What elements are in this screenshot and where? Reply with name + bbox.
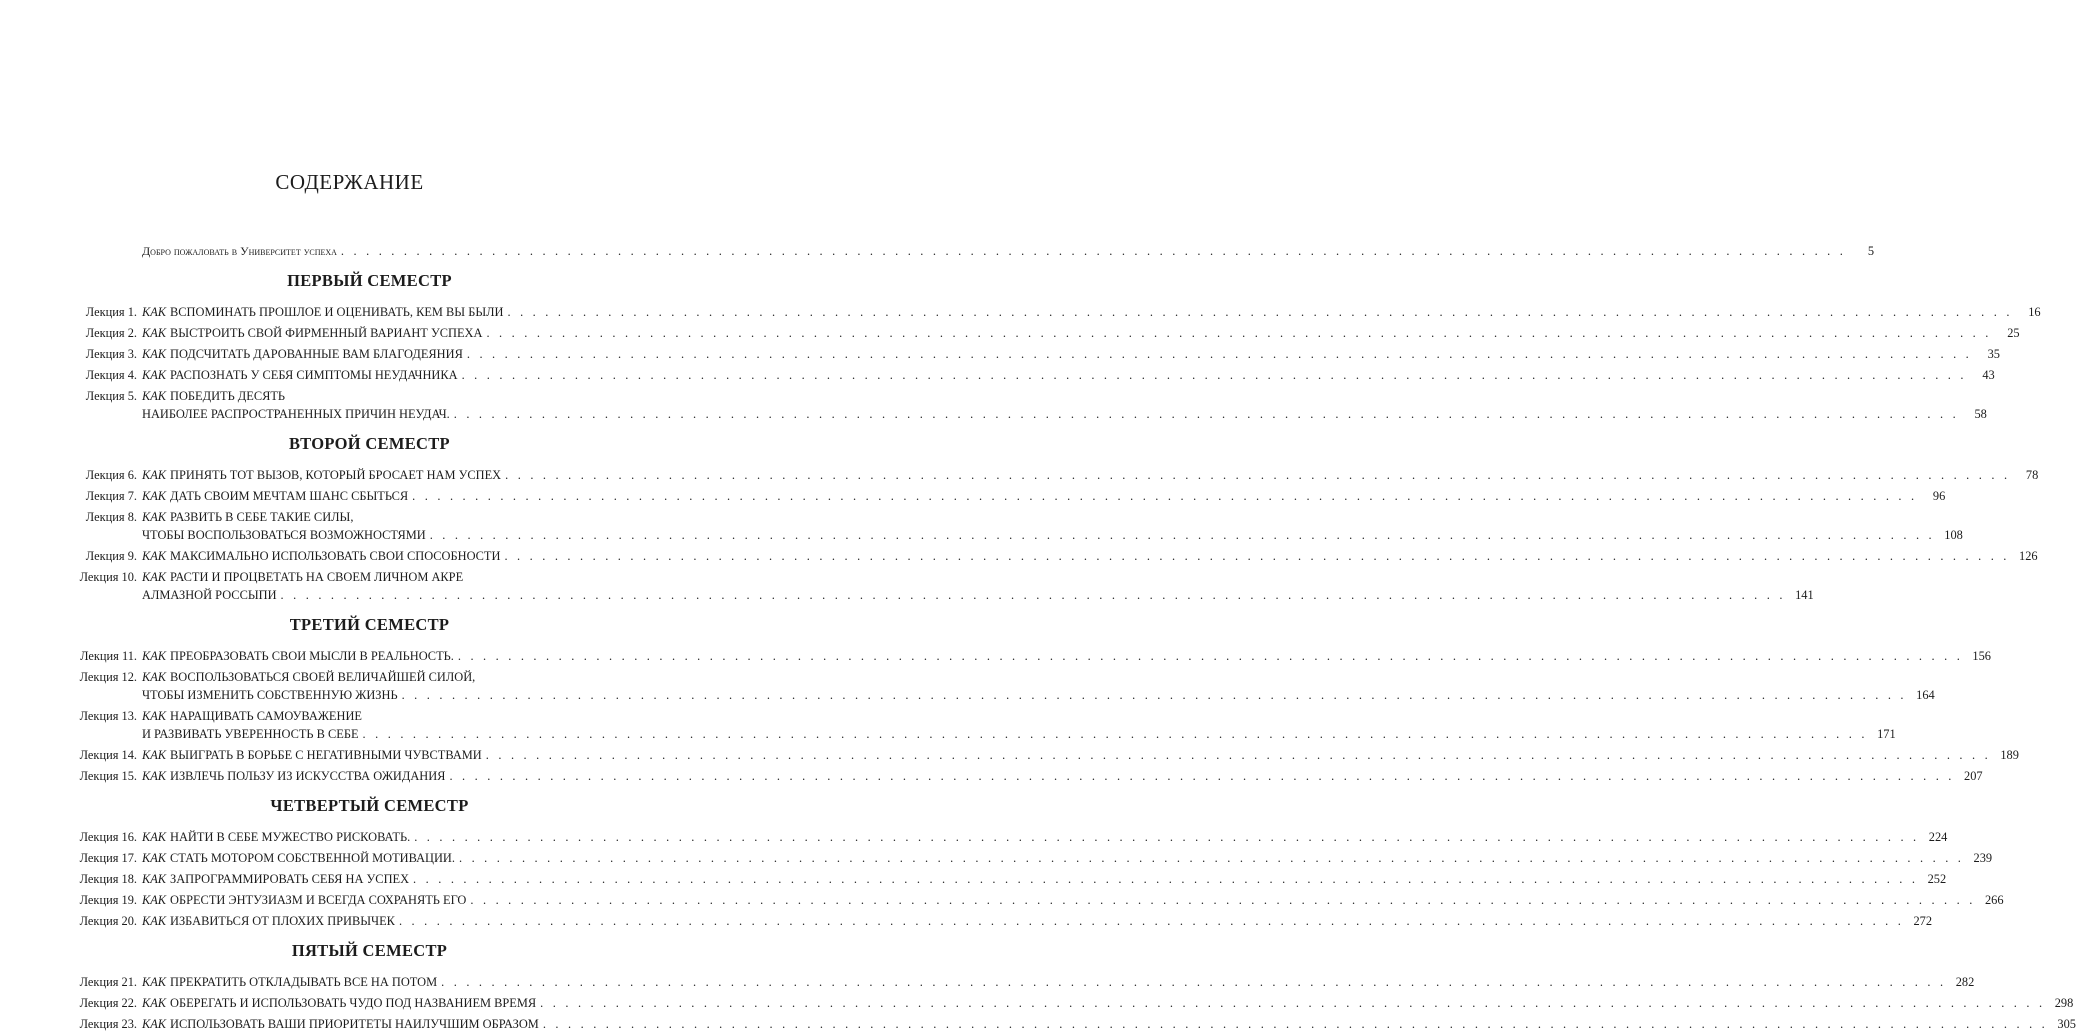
entry-kak: КАК: [142, 892, 167, 907]
entry-title: ПОБЕДИТЬ ДЕСЯТЬ: [170, 388, 286, 403]
entry-kak: КАК: [142, 871, 167, 886]
entry-line: [142, 345, 2000, 363]
page-number: 305: [2057, 1016, 2076, 1031]
entry-body: [142, 487, 1946, 505]
entry-line: [142, 647, 1991, 665]
toc-entry[interactable]: [0, 744, 2019, 765]
entry-label: Лекция 23.: [79, 1016, 137, 1031]
entry-line: [142, 870, 1947, 888]
entry-line: [142, 686, 1935, 704]
dot-leader: . . . . . . . . . . . . . . . . . . . . . . . . . . . . . . . . . . . . . . . . . . . . . . . . . . . . . . . . . . . . . . . . . . . . . . . . . . . . . . . . . . . . . . . . . . . . . . . . . . . . . . . . . . . . . . . . . . . . . . . .: [449, 768, 1955, 783]
entry-title: ВЫИГРАТЬ В БОРЬБЕ С НЕГАТИВНЫМИ ЧУВСТВАМИ: [170, 747, 482, 762]
entry-kak: КАК: [142, 367, 167, 382]
entry-body: [142, 508, 1963, 544]
entry-body: [142, 746, 2019, 764]
page-number: 266: [1984, 892, 2004, 907]
page-number: 16: [2028, 304, 2041, 319]
entry-title: Добро пожаловать в Университет успеха: [142, 243, 337, 258]
entry-title: ИСПОЛЬЗОВАТЬ ВАШИ ПРИОРИТЕТЫ НАИЛУЧШИМ ОБРАЗОМ: [170, 1016, 539, 1031]
page-number: 189: [2000, 747, 2019, 762]
entry-line: [142, 746, 2019, 764]
toc-entry[interactable]: [0, 385, 1987, 424]
entry-line: [142, 466, 2039, 484]
entry-label: Лекция 9.: [85, 548, 137, 563]
page-number: 43: [1982, 367, 1995, 382]
entry-line: [142, 387, 601, 405]
entry-body: [142, 1015, 2076, 1033]
entry-title: ОБРЕСТИ ЭНТУЗИАЗМ И ВСЕГДА СОХРАНЯТЬ ЕГО: [170, 892, 467, 907]
toc-entry[interactable]: [0, 992, 2074, 1013]
entry-line: [142, 405, 1987, 423]
entry-title: МАКСИМАЛЬНО ИСПОЛЬЗОВАТЬ СВОИ СПОСОБНОСТИ: [170, 548, 501, 563]
entry-title: ЧТОБЫ ВОСПОЛЬЗОВАТЬСЯ ВОЗМОЖНОСТЯМИ: [142, 527, 426, 542]
entry-kak: КАК: [142, 509, 167, 524]
entry-label: Лекция 4.: [85, 367, 137, 382]
entry-line: [142, 324, 2020, 342]
dot-leader: . . . . . . . . . . . . . . . . . . . . . . . . . . . . . . . . . . . . . . . . . . . . . . . . . . . . . . . . . . . . . . . . . . . . . . . . . . . . . . . . . . . . . . . . . . . . . . . . . . . . . . . . . . . . . . . . . . . . . . . .: [505, 467, 2011, 482]
page-title: СОДЕРЖАНИЕ: [275, 170, 424, 194]
dot-leader: . . . . . . . . . . . . . . . . . . . . . . . . . . . . . . . . . . . . . . . . . . . . . . . . . . . . . . . . . . . . . . . . . . . . . . . . . . . . . . . . . . . . . . . . . . . . . . . . . . . . . . . . . . . . . . . . . . . . . . . .: [466, 346, 1972, 361]
toc-entry[interactable]: [0, 364, 1995, 385]
entry-title: ПРЕОБРАЗОВАТЬ СВОИ МЫСЛИ В РЕАЛЬНОСТЬ.: [170, 648, 454, 663]
entry-kak: КАК: [142, 304, 167, 319]
toc-entry[interactable]: [0, 301, 2041, 322]
dot-leader: . . . . . . . . . . . . . . . . . . . . . . . . . . . . . . . . . . . . . . . . . . . . . . . . . . . . . . . . . . . . . . . . . . . . . . . . . . . . . . . . . . . . . . . . . . . . . . . . . . . . . . . . . . . . . . . . . . . . . . . .: [461, 367, 1967, 382]
page-number: 35: [1987, 346, 2000, 361]
entry-title: ВОСПОЛЬЗОВАТЬСЯ СВОЕЙ ВЕЛИЧАЙШЕЙ СИЛОЙ,: [170, 669, 476, 684]
entry-line: [142, 767, 1983, 785]
dot-leader: . . . . . . . . . . . . . . . . . . . . . . . . . . . . . . . . . . . . . . . . . . . . . . . . . . . . . . . . . . . . . . . . . . . . . . . . . . . . . . . . . . . . . . . . . . . . . . . . . . . . . . . . . . . . . . . . . . . . . . . .: [542, 1016, 2048, 1031]
semester-heading: ТРЕТИЙ СЕМЕСТР: [289, 615, 450, 634]
entry-line: [142, 973, 1975, 991]
entry-kak: КАК: [142, 768, 167, 783]
entry-kak: КАК: [142, 488, 167, 503]
toc-entry-welcome[interactable]: [0, 240, 1875, 261]
entry-kak: КАК: [142, 346, 167, 361]
entry-kak: КАК: [142, 913, 167, 928]
entry-title: СТАТЬ МОТОРОМ СОБСТВЕННОЙ МОТИВАЦИИ.: [170, 850, 455, 865]
entry-label: Лекция 19.: [79, 892, 137, 907]
dot-leader: . . . . . . . . . . . . . . . . . . . . . . . . . . . . . . . . . . . . . . . . . . . . . . . . . . . . . . . . . . . . . . . . . . . . . . . . . . . . . . . . . . . . . . . . . . . . . . . . . . . . . . . . . . . . . . . . . . . . . . . .: [362, 726, 1868, 741]
page-number: 141: [1795, 587, 1814, 602]
toc-entry[interactable]: [0, 666, 1935, 705]
dot-leader: . . . . . . . . . . . . . . . . . . . . . . . . . . . . . . . . . . . . . . . . . . . . . . . . . . . . . . . . . . . . . . . . . . . . . . . . . . . . . . . . . . . . . . . . . . . . . . . . . . . . . . . . . . . . . . . . . . . . . . . .: [504, 548, 2010, 563]
entry-label: Лекция 13.: [79, 708, 137, 723]
entry-title: ВЫСТРОИТЬ СВОЙ ФИРМЕННЫЙ ВАРИАНТ УСПЕХА: [170, 325, 483, 340]
entry-label: Лекция 22.: [79, 995, 137, 1010]
entry-line: [142, 1015, 2076, 1033]
entry-body: [142, 767, 1983, 785]
entry-label: Лекция 7.: [85, 488, 137, 503]
toc-entry[interactable]: [0, 545, 2038, 566]
page-number: 126: [2019, 548, 2038, 563]
entry-label: Лекция 11.: [80, 648, 137, 663]
entry-line: [142, 668, 601, 686]
entry-label: [0, 242, 142, 260]
entry-body: [142, 324, 2020, 342]
entry-label: Лекция 12.: [79, 669, 137, 684]
toc-entry[interactable]: [0, 826, 1948, 847]
entry-body: [142, 828, 1948, 846]
dot-leader: . . . . . . . . . . . . . . . . . . . . . . . . . . . . . . . . . . . . . . . . . . . . . . . . . . . . . . . . . . . . . . . . . . . . . . . . . . . . . . . . . . . . . . . . . . . . . . . . . . . . . . . . . . . . . . . . . . . . . . . .: [453, 406, 1959, 421]
entry-title: ПРИНЯТЬ ТОТ ВЫЗОВ, КОТОРЫЙ БРОСАЕТ НАМ УСПЕХ: [170, 467, 502, 482]
entry-line: [142, 994, 2074, 1012]
entry-body: [142, 668, 1935, 704]
entry-title: ЧТОБЫ ИЗМЕНИТЬ СОБСТВЕННУЮ ЖИЗНЬ: [142, 687, 398, 702]
entry-label: Лекция 18.: [79, 871, 137, 886]
entry-body: [142, 466, 2039, 484]
dot-leader: . . . . . . . . . . . . . . . . . . . . . . . . . . . . . . . . . . . . . . . . . . . . . . . . . . . . . . . . . . . . . . . . . . . . . . . . . . . . . . . . . . . . . . . . . . . . . . . . . . . . . . . . . . . . . . . . . . . . . . . .: [401, 687, 1907, 702]
entry-label: Лекция 16.: [79, 829, 137, 844]
entry-kak: КАК: [142, 829, 167, 844]
toc-entry[interactable]: [0, 343, 2000, 364]
entry-body: [142, 345, 2000, 363]
entry-kak: КАК: [142, 995, 167, 1010]
entry-kak: КАК: [142, 850, 167, 865]
dot-leader: . . . . . . . . . . . . . . . . . . . . . . . . . . . . . . . . . . . . . . . . . . . . . . . . . . . . . . . . . . . . . . . . . . . . . . . . . . . . . . . . . . . . . . . . . . . . . . . . . . . . . . . . . . . . . . . . . . . . . . . .: [429, 527, 1935, 542]
dot-leader: . . . . . . . . . . . . . . . . . . . . . . . . . . . . . . . . . . . . . . . . . . . . . . . . . . . . . . . . . . . . . . . . . . . . . . . . . . . . . . . . . . . . . . . . . . . . . . . . . . . . . . . . . . . . . . . . . . . . . . . .: [441, 974, 1947, 989]
entry-title: ИЗВЛЕЧЬ ПОЛЬЗУ ИЗ ИСКУССТВА ОЖИДАНИЯ: [170, 768, 446, 783]
entry-title: ВСПОМИНАТЬ ПРОШЛОЕ И ОЦЕНИВАТЬ, КЕМ ВЫ БЫЛИ: [170, 304, 504, 319]
page-number: 5: [1867, 243, 1875, 258]
dot-leader: . . . . . . . . . . . . . . . . . . . . . . . . . . . . . . . . . . . . . . . . . . . . . . . . . . . . . . . . . . . . . . . . . . . . . . . . . . . . . . . . . . . . . . . . . . . . . . . . . . . . . . . . . . . . . . . . . . . . . . . .: [507, 304, 2013, 319]
entry-line: [142, 547, 2038, 565]
toc-entry[interactable]: [0, 464, 2039, 485]
dot-leader: . . . . . . . . . . . . . . . . . . . . . . . . . . . . . . . . . . . . . . . . . . . . . . . . . . . . . . . . . . . . . . . . . . . . . . . . . . . . . . . . . . . . . . . . . . . . . . . . . . . . . . . . . . . . . . . . . . . . . . . .: [540, 995, 2046, 1010]
page-number: 78: [2025, 467, 2039, 482]
entry-title: РАЗВИТЬ В СЕБЕ ТАКИЕ СИЛЫ,: [170, 509, 354, 524]
entry-line: [142, 526, 1963, 544]
dot-leader: . . . . . . . . . . . . . . . . . . . . . . . . . . . . . . . . . . . . . . . . . . . . . . . . . . . . . . . . . . . . . . . . . . . . . . . . . . . . . . . . . . . . . . . . . . . . . . . . . . . . . . . . . . . . . . . . . . . . . . . .: [470, 892, 1976, 907]
entry-title: ПОДСЧИТАТЬ ДАРОВАННЫЕ ВАМ БЛАГОДЕЯНИЯ: [170, 346, 463, 361]
page-number: 171: [1877, 726, 1896, 741]
entry-body: [142, 547, 2038, 565]
entry-kak: КАК: [142, 1016, 167, 1031]
entry-label: Лекция 1.: [85, 304, 137, 319]
entry-label: Лекция 17.: [79, 850, 137, 865]
toc-entry[interactable]: [0, 645, 1991, 666]
dot-leader: . . . . . . . . . . . . . . . . . . . . . . . . . . . . . . . . . . . . . . . . . . . . . . . . . . . . . . . . . . . . . . . . . . . . . . . . . . . . . . . . . . . . . . . . . . . . . . . . . . . . . . . . . . . . . . . . . . . . . . . .: [485, 747, 1991, 762]
entry-body: [142, 891, 2004, 909]
entry-kak: КАК: [142, 569, 167, 584]
table-of-contents: [0, 240, 2076, 1034]
entry-body: [142, 303, 2041, 321]
toc-entry[interactable]: [0, 971, 1975, 992]
entry-label: Лекция 10.: [79, 569, 137, 584]
entry-kak: КАК: [142, 669, 167, 684]
entry-kak: КАК: [142, 388, 167, 403]
entry-line: [142, 366, 1995, 384]
toc-entry[interactable]: [0, 889, 2004, 910]
page-number: 298: [2054, 995, 2074, 1010]
entry-body: [142, 707, 1896, 743]
entry-kak: КАК: [142, 708, 167, 723]
entry-title: И РАЗВИВАТЬ УВЕРЕННОСТЬ В СЕБЕ: [142, 726, 359, 741]
entry-title: РАСПОЗНАТЬ У СЕБЯ СИМПТОМЫ НЕУДАЧНИКА: [170, 367, 458, 382]
entry-kak: КАК: [142, 974, 167, 989]
entry-title: РАСТИ И ПРОЦВЕТАТЬ НА СВОЕМ ЛИЧНОМ АКРЕ: [170, 569, 464, 584]
entry-line: [142, 849, 1993, 867]
dot-leader: . . . . . . . . . . . . . . . . . . . . . . . . . . . . . . . . . . . . . . . . . . . . . . . . . . . . . . . . . . . . . . . . . . . . . . . . . . . . . . . . . . . . . . . . . . . . . . . . . . . . . . . . . . . . . . . . . . . . . . . .: [398, 913, 1905, 928]
entry-line: [142, 303, 2041, 321]
entry-label: Лекция 21.: [79, 974, 137, 989]
toc-entry[interactable]: [0, 705, 1896, 744]
toc-entry[interactable]: [0, 847, 1993, 868]
entry-kak: КАК: [142, 325, 167, 340]
entry-label: Лекция 8.: [85, 509, 137, 524]
entry-label: Лекция 14.: [79, 747, 137, 762]
dot-leader: . . . . . . . . . . . . . . . . . . . . . . . . . . . . . . . . . . . . . . . . . . . . . . . . . . . . . . . . . . . . . . . . . . . . . . . . . . . . . . . . . . . . . . . . . . . . . . . . . . . . . . . . . . . . . . . . . . . . . . . .: [412, 488, 1918, 503]
semester-heading: ПЕРВЫЙ СЕМЕСТР: [287, 271, 452, 290]
entry-kak: КАК: [142, 648, 167, 663]
page-number: 156: [1972, 648, 1991, 663]
entry-kak: КАК: [142, 548, 167, 563]
entry-title: НАИБОЛЕЕ РАСПРОСТРАНЕННЫХ ПРИЧИН НЕУДАЧ.: [142, 406, 450, 421]
entry-title: ЗАПРОГРАММИРОВАТЬ СЕБЯ НА УСПЕХ: [170, 871, 410, 886]
entry-body: [142, 912, 1933, 930]
page-number: 164: [1916, 687, 1935, 702]
entry-body: [142, 568, 1814, 604]
entry-label: Лекция 15.: [79, 768, 137, 783]
toc-entry[interactable]: [0, 566, 1814, 605]
entry-title: ДАТЬ СВОИМ МЕЧТАМ ШАНС СБЫТЬСЯ: [170, 488, 409, 503]
dot-leader: . . . . . . . . . . . . . . . . . . . . . . . . . . . . . . . . . . . . . . . . . . . . . . . . . . . . . . . . . . . . . . . . . . . . . . . . . . . . . . . . . . . . . . . . . . . . . . . . . . . . . . . . . . . . . . . . . . . . . . . .: [413, 871, 1919, 886]
entry-label: Лекция 3.: [85, 346, 137, 361]
toc-entry[interactable]: [0, 910, 1933, 931]
page-number: 252: [1927, 871, 1947, 886]
entry-line: [142, 828, 1948, 846]
page-number: 224: [1928, 829, 1948, 844]
page-number: 207: [1964, 768, 1983, 783]
entry-kak: КАК: [142, 467, 167, 482]
entry-line: [142, 508, 601, 526]
toc-entry[interactable]: [0, 506, 1963, 545]
page-number: 25: [2007, 325, 2020, 340]
entry-title: ИЗБАВИТЬСЯ ОТ ПЛОХИХ ПРИВЫЧЕК: [170, 913, 395, 928]
entry-body: [142, 647, 1991, 665]
entry-label: Лекция 6.: [85, 467, 137, 482]
page-number: 239: [1973, 850, 1993, 865]
entry-body: [142, 849, 1993, 867]
entry-title: ОБЕРЕГАТЬ И ИСПОЛЬЗОВАТЬ ЧУДО ПОД НАЗВАНИЕМ ВРЕМЯ: [170, 995, 537, 1010]
entry-line: [142, 725, 1896, 743]
page-number: 282: [1955, 974, 1975, 989]
page-number: 272: [1913, 913, 1933, 928]
page-number: 96: [1932, 488, 1946, 503]
entry-line: [142, 586, 1814, 604]
semester-heading: ВТОРОЙ СЕМЕСТР: [289, 434, 450, 453]
entry-title: ПРЕКРАТИТЬ ОТКЛАДЫВАТЬ ВСЕ НА ПОТОМ: [170, 974, 438, 989]
dot-leader: . . . . . . . . . . . . . . . . . . . . . . . . . . . . . . . . . . . . . . . . . . . . . . . . . . . . . . . . . . . . . . . . . . . . . . . . . . . . . . . . . . . . . . . . . . . . . . . . . . . . . . . . . . . . . . . . . . . . . . . .: [457, 648, 1963, 663]
entry-label: Лекция 2.: [85, 325, 137, 340]
entry-label: Лекция 20.: [79, 913, 137, 928]
entry-body: [142, 387, 1987, 423]
dot-leader: . . . . . . . . . . . . . . . . . . . . . . . . . . . . . . . . . . . . . . . . . . . . . . . . . . . . . . . . . . . . . . . . . . . . . . . . . . . . . . . . . . . . . . . . . . . . . . . . . . . . . . . . . . . . . . . . . . . . . . . .: [458, 850, 1965, 865]
toc-entry[interactable]: [0, 322, 2020, 343]
entry-kak: КАК: [142, 747, 167, 762]
toc-entry[interactable]: [0, 1013, 2076, 1034]
entry-line: [142, 568, 601, 586]
entry-line: [142, 912, 1933, 930]
toc-entry[interactable]: [0, 485, 1946, 506]
dot-leader: . . . . . . . . . . . . . . . . . . . . . . . . . . . . . . . . . . . . . . . . . . . . . . . . . . . . . . . . . . . . . . . . . . . . . . . . . . . . . . . . . . . . . . . . . . . . . . . . . . . . . . . . . . . . . . . . . . . . . . . .: [340, 243, 1847, 258]
entry-body: [142, 366, 1995, 384]
entry-line: [142, 891, 2004, 909]
toc-entry[interactable]: [0, 868, 1947, 889]
dot-leader: . . . . . . . . . . . . . . . . . . . . . . . . . . . . . . . . . . . . . . . . . . . . . . . . . . . . . . . . . . . . . . . . . . . . . . . . . . . . . . . . . . . . . . . . . . . . . . . . . . . . . . . . . . . . . . . . . . . . . . . .: [486, 325, 1992, 340]
entry-label: Лекция 5.: [85, 388, 137, 403]
entry-title: НАЙТИ В СЕБЕ МУЖЕСТВО РИСКОВАТЬ.: [170, 829, 411, 844]
entry-body: [142, 973, 1975, 991]
semester-heading: ЧЕТВЕРТЫЙ СЕМЕСТР: [270, 796, 469, 815]
page-number: 108: [1944, 527, 1963, 542]
entry-title: НАРАЩИВАТЬ САМОУВАЖЕНИЕ: [170, 708, 362, 723]
entry-body: [142, 870, 1947, 888]
entry-title: АЛМАЗНОЙ РОССЫПИ: [142, 587, 277, 602]
page-number: 58: [1974, 406, 1987, 421]
semester-heading: ПЯТЫЙ СЕМЕСТР: [291, 941, 448, 960]
entry-body: [142, 994, 2074, 1012]
toc-entry[interactable]: [0, 765, 1983, 786]
dot-leader: . . . . . . . . . . . . . . . . . . . . . . . . . . . . . . . . . . . . . . . . . . . . . . . . . . . . . . . . . . . . . . . . . . . . . . . . . . . . . . . . . . . . . . . . . . . . . . . . . . . . . . . . . . . . . . . . . . . . . . . .: [414, 829, 1920, 844]
entry-line: [142, 707, 601, 725]
dot-leader: . . . . . . . . . . . . . . . . . . . . . . . . . . . . . . . . . . . . . . . . . . . . . . . . . . . . . . . . . . . . . . . . . . . . . . . . . . . . . . . . . . . . . . . . . . . . . . . . . . . . . . . . . . . . . . . . . . . . . . . .: [280, 587, 1786, 602]
entry-line: [142, 487, 1946, 505]
